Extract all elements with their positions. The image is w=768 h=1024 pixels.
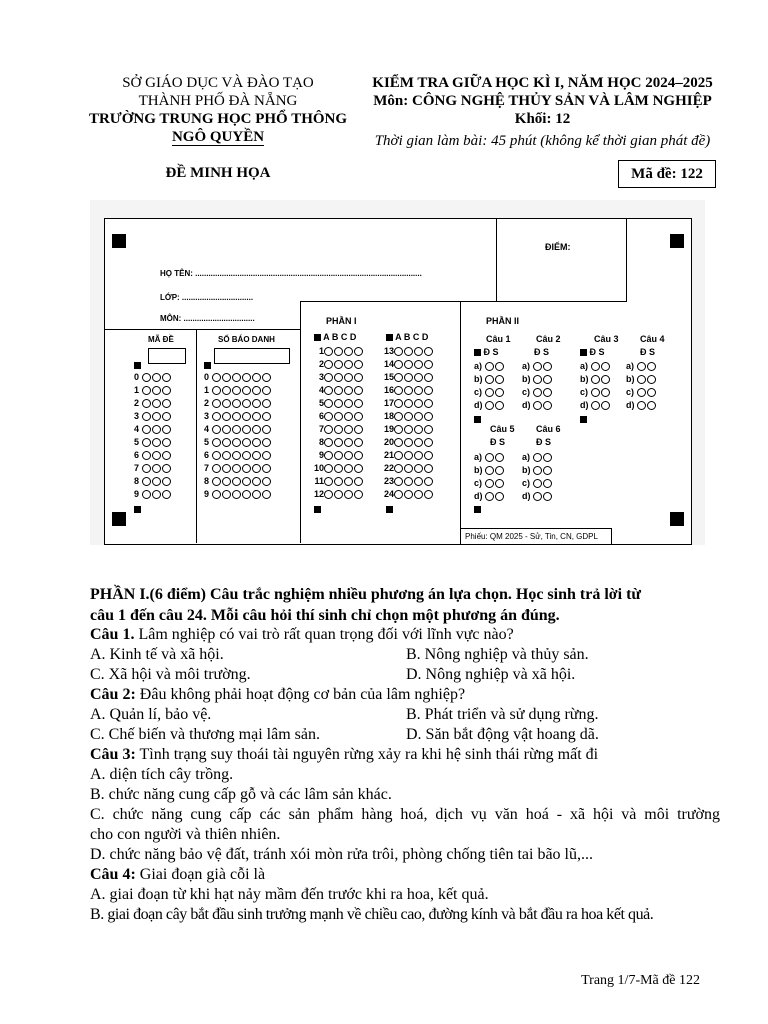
q3-option-c: C. chức năng cung cấp các sản phẩm hàng hoá, dịch vụ văn hoá - xã hội và môi trường cho con người và thiên nhiên. xyxy=(90,806,720,843)
corner-marker-tl xyxy=(112,234,126,248)
corner-marker-br xyxy=(670,512,684,526)
so-bao-danh-boxes xyxy=(214,348,290,364)
question-1: Câu 1. Lâm nghiệp có vai trò rất quan trọng đối với lĩnh vực nào? xyxy=(90,626,514,643)
school-name-2: NGÔ QUYỀN xyxy=(171,129,265,145)
question-list xyxy=(90,625,720,925)
ho-ten-field: HỌ TÊN: ...................................................................................................... xyxy=(160,269,422,278)
diem-label: ĐIỂM: xyxy=(545,242,571,252)
answer-sheet: ĐIỂM: HỌ TÊN: ...................................................................................................... LỚP: ................................ MÔN: ................................ MÃ ĐỀ 0 1 2 3 4 5 6 7 8 9 SỐ BÁO DANH 0 1 2 3 4 5 6 7 8 9 PHẦN I A B C D A B C D 1 2 3 4 5 6 7 8 9 10 11 12 13 14 15 16 17 18 19 20 21 22 23 24 PHẦN II Câu 1 Câu 2 Câu 3 Câu 4 Đ S Đ S Đ S Đ S a) b) c) d) a) b) c) d) a) b) c) d) a) b) c) d) Câu 5 Câu 6 Đ S Đ S a) b) c) d) a) b) c) d) Phiếu: QM 2025 - Sử, Tin, CN, GDPL xyxy=(90,200,705,545)
cau-4-label: Câu 4 xyxy=(640,334,665,344)
ma-de-boxes xyxy=(148,348,186,364)
corner-marker-tr xyxy=(670,234,684,248)
header-right xyxy=(365,74,720,150)
q1-option-c: C. Xã hội và môi trường. xyxy=(90,666,251,683)
ma-de-label: MÃ ĐỀ xyxy=(148,335,174,344)
exam-title: KIỂM TRA GIỮA HỌC KÌ I, NĂM HỌC 2024–2025 xyxy=(372,75,713,91)
q2-option-a: A. Quản lí, bảo vệ. xyxy=(90,706,212,723)
corner-marker-bl xyxy=(112,512,126,526)
so-bao-danh-label: SỐ BÁO DANH xyxy=(218,335,275,344)
question-4: Câu 4: Giai đoạn già cỗi là xyxy=(90,866,266,883)
q4-option-a: A. giai đoạn từ khi hạt nảy mầm đến trước khi ra hoa, kết quả. xyxy=(90,886,489,903)
school-name: TRƯỜNG TRUNG HỌC PHỔ THÔNG xyxy=(88,111,348,127)
exam-code-box xyxy=(618,160,716,188)
q1-option-a: A. Kinh tế và xã hội. xyxy=(90,646,224,663)
cau-1-label: Câu 1 xyxy=(486,334,511,344)
mon-field: MÔN: ................................ xyxy=(160,314,255,323)
cau-3-label: Câu 3 xyxy=(594,334,619,344)
q2-option-b: B. Phát triển và sử dụng rừng. xyxy=(406,706,599,723)
q3-option-d: D. chức năng bảo vệ đất, tránh xói mòn rửa trôi, phòng chống tiên tai bão lũ,... xyxy=(90,846,593,863)
exam-code: Mã đề: 122 xyxy=(631,166,703,182)
department-name: SỞ GIÁO DỤC VÀ ĐÀO TẠO xyxy=(122,75,314,91)
question-2: Câu 2: Đâu không phải hoạt động cơ bản của lâm nghiệp? xyxy=(90,686,466,703)
header-left xyxy=(70,74,366,146)
lop-field: LỚP: ................................ xyxy=(160,293,254,302)
phan-1-label: PHẦN I xyxy=(326,316,357,326)
de-minh-hoa-label: ĐỀ MINH HỌA xyxy=(165,165,271,181)
q2-option-c: C. Chế biến và thương mại lâm sản. xyxy=(90,726,320,743)
sheet-footer-box xyxy=(460,528,612,545)
q4-option-b: B. giai đoạn cây bắt đầu sinh trưởng mạnh về chiều cao, đường kính và bắt đầu ra hoa kết quả. xyxy=(90,906,654,923)
q1-option-b: B. Nông nghiệp và thủy sản. xyxy=(406,646,589,663)
q2-option-d: D. Săn bắt động vật hoang dã. xyxy=(406,726,599,743)
exam-time: Thời gian làm bài: 45 phút (không kể thời gian phát đề) xyxy=(374,133,711,149)
q3-option-a: A. diện tích cây trồng. xyxy=(90,766,234,783)
phan-2-label: PHẦN II xyxy=(486,316,520,326)
exam-grade: Khối: 12 xyxy=(514,111,571,127)
q1-option-d: D. Nông nghiệp và xã hội. xyxy=(406,666,576,683)
cau-2-label: Câu 2 xyxy=(536,334,561,344)
cau-5-label: Câu 5 xyxy=(490,424,515,434)
question-3: Câu 3: Tình trạng suy thoái tài nguyên rừng xảy ra khi hệ sinh thái rừng mất đi xyxy=(90,746,599,763)
city-name: THÀNH PHỐ ĐÀ NẴNG xyxy=(138,93,298,109)
q3-option-b: B. chức năng cung cấp gỗ và các lâm sản khác. xyxy=(90,786,392,803)
section-title: PHẦN I.(6 điểm) Câu trắc nghiệm nhiều phương án lựa chọn. Học sinh trả lời từ câu 1 đến câu 24. Mỗi câu hỏi thí sinh chỉ chọn một phương án đúng. xyxy=(90,586,642,624)
sheet-footer: Phiếu: QM 2025 - Sử, Tin, CN, GDPL xyxy=(465,532,598,541)
exam-subject: Môn: CÔNG NGHỆ THỦY SẢN VÀ LÂM NGHIỆP xyxy=(373,93,712,109)
page-footer: Trang 1/7-Mã đề 122 xyxy=(581,973,700,988)
cau-6-label: Câu 6 xyxy=(536,424,561,434)
